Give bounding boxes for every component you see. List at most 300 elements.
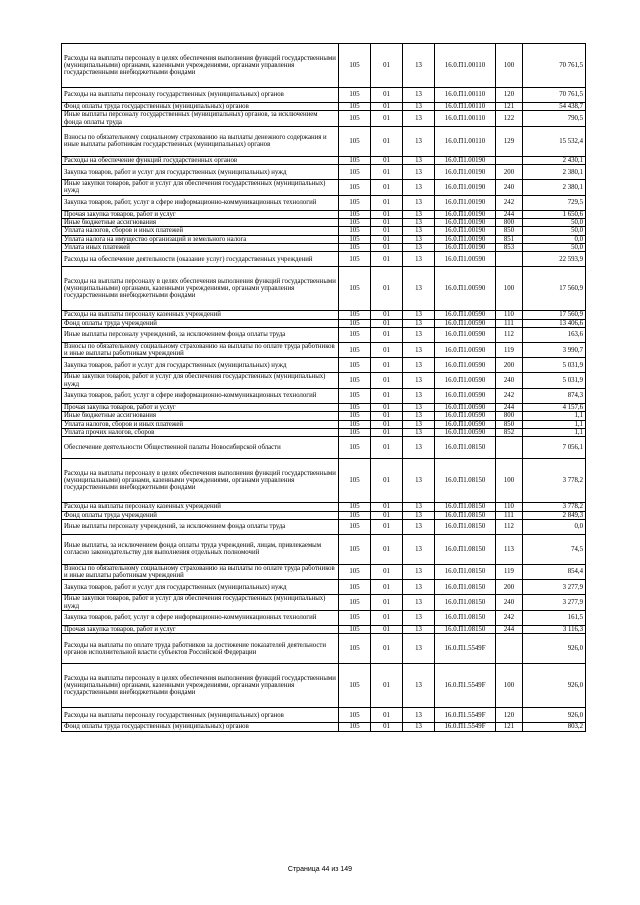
- page-footer: Страница 44 из 149: [287, 866, 353, 873]
- row-code-subsection: 13: [403, 534, 435, 564]
- row-code-target: 16.0.П1.08150: [435, 503, 496, 511]
- row-code-type: 244: [496, 210, 523, 218]
- budget-table-body: [62, 44, 586, 732]
- row-code-section: 01: [371, 311, 403, 319]
- row-amount: 15 532,4: [523, 126, 586, 156]
- row-code-section: 01: [371, 664, 403, 708]
- row-name: Уплата налога на имущество организаций и земельного налога: [62, 235, 339, 243]
- table-row: [62, 319, 586, 327]
- row-code-section: 01: [371, 437, 403, 459]
- row-name: Уплата прочих налогов, сборов: [62, 428, 339, 436]
- row-code-target: 16.0.П1.00110: [435, 44, 496, 88]
- row-code-type: 244: [496, 404, 523, 412]
- row-code-ministry: 105: [339, 412, 371, 420]
- row-name: Иные закупки товаров, работ и услуг для обеспечения государственных (муниципальных) нужд: [62, 180, 339, 196]
- table-row: [62, 428, 586, 436]
- row-name: Расходы на выплаты персоналу в целях обеспечения выполнения функций государственными (муниципальными) органами, казенными учреждениями, органами управления государственными внебюджетными фондами: [62, 267, 339, 311]
- row-code-ministry: 105: [339, 235, 371, 243]
- row-code-ministry: 105: [339, 389, 371, 404]
- row-amount: 17 560,9: [523, 311, 586, 319]
- table-row: [62, 195, 586, 210]
- row-code-type: 100: [496, 459, 523, 503]
- row-amount: 54 438,7: [523, 103, 586, 111]
- row-name: Закупка товаров, работ, услуг в сфере информационно-коммуникационных технологий: [62, 611, 339, 626]
- budget-table: [61, 43, 586, 732]
- table-row: [62, 227, 586, 235]
- row-code-target: 16.0.П1.08150: [435, 595, 496, 611]
- row-amount: 5 031,9: [523, 358, 586, 373]
- row-code-ministry: 105: [339, 243, 371, 251]
- table-row: [62, 534, 586, 564]
- row-code-section: 01: [371, 708, 403, 723]
- row-code-subsection: 13: [403, 227, 435, 235]
- row-code-target: 16.0.П1.00590: [435, 389, 496, 404]
- row-name: Взносы по обязательному социальному страхованию на выплаты денежного содержания и иные выплаты работникам государственных (муниципальных) органов: [62, 126, 339, 156]
- row-code-ministry: 105: [339, 428, 371, 436]
- row-name: Фонд оплаты труда государственных (муниципальных) органов: [62, 723, 339, 731]
- row-code-type: 851: [496, 235, 523, 243]
- table-row: [62, 664, 586, 708]
- row-code-section: 01: [371, 428, 403, 436]
- row-amount: 50,0: [523, 227, 586, 235]
- row-code-subsection: 13: [403, 311, 435, 319]
- table-row: [62, 389, 586, 404]
- row-name: Закупка товаров, работ, услуг в сфере информационно-коммуникационных технологий: [62, 389, 339, 404]
- row-code-type: 852: [496, 428, 523, 436]
- row-code-target: 16.0.П1.00190: [435, 210, 496, 218]
- row-code-subsection: 13: [403, 595, 435, 611]
- row-code-target: 16.0.П1.00190: [435, 156, 496, 164]
- row-code-target: 16.0.П1.00590: [435, 428, 496, 436]
- table-row: [62, 611, 586, 626]
- row-code-type: 112: [496, 519, 523, 534]
- row-code-section: 01: [371, 459, 403, 503]
- table-row: [62, 235, 586, 243]
- row-code-subsection: 13: [403, 243, 435, 251]
- row-code-target: 16.0.П1.08150: [435, 519, 496, 534]
- row-code-target: 16.0.П1.00110: [435, 88, 496, 103]
- row-code-target: 16.0.П1.5549F: [435, 708, 496, 723]
- row-code-ministry: 105: [339, 437, 371, 459]
- row-code-section: 01: [371, 373, 403, 389]
- row-name: Иные выплаты персоналу государственных (муниципальных) органов, за исключением фонда оплаты труда: [62, 111, 339, 127]
- row-code-type: 110: [496, 311, 523, 319]
- row-code-type: 242: [496, 389, 523, 404]
- row-amount: 874,3: [523, 389, 586, 404]
- row-code-target: 16.0.П1.08150: [435, 511, 496, 519]
- row-code-type: 850: [496, 420, 523, 428]
- row-code-target: 16.0.П1.00590: [435, 404, 496, 412]
- row-code-type: 122: [496, 111, 523, 127]
- row-code-ministry: 105: [339, 88, 371, 103]
- row-code-section: 01: [371, 103, 403, 111]
- row-code-ministry: 105: [339, 580, 371, 595]
- row-code-subsection: 13: [403, 319, 435, 327]
- row-code-section: 01: [371, 420, 403, 428]
- row-code-type: [496, 437, 523, 459]
- row-code-type: 242: [496, 611, 523, 626]
- row-name: Иные бюджетные ассигнования: [62, 219, 339, 227]
- row-code-target: 16.0.П1.5549F: [435, 664, 496, 708]
- row-name: Расходы на выплаты персоналу казенных учреждений: [62, 311, 339, 319]
- table-row: [62, 219, 586, 227]
- row-code-subsection: 13: [403, 358, 435, 373]
- row-code-subsection: 13: [403, 126, 435, 156]
- row-code-section: 01: [371, 564, 403, 580]
- row-name: Иные выплаты, за исключением фонда оплаты труда учреждений, лицам, привлекаемым согласно законодательству для выполнения отдельных полномочий: [62, 534, 339, 564]
- row-amount: 2 430,1: [523, 156, 586, 164]
- row-code-ministry: 105: [339, 219, 371, 227]
- row-name: Расходы на обеспечение деятельности (оказание услуг) государственных учреждений: [62, 252, 339, 267]
- row-code-target: 16.0.П1.00590: [435, 311, 496, 319]
- row-code-type: 200: [496, 165, 523, 180]
- row-code-subsection: 13: [403, 611, 435, 626]
- row-code-type: 240: [496, 180, 523, 196]
- row-code-target: 16.0.П1.08150: [435, 626, 496, 634]
- row-amount: 854,4: [523, 564, 586, 580]
- row-code-ministry: 105: [339, 342, 371, 358]
- row-amount: 17 560,9: [523, 267, 586, 311]
- table-row: [62, 88, 586, 103]
- row-code-ministry: 105: [339, 611, 371, 626]
- table-row: [62, 156, 586, 164]
- row-amount: 163,6: [523, 327, 586, 342]
- row-name: Прочая закупка товаров, работ и услуг: [62, 404, 339, 412]
- row-code-ministry: 105: [339, 459, 371, 503]
- row-amount: 926,0: [523, 634, 586, 664]
- row-code-target: 16.0.П1.00590: [435, 267, 496, 311]
- row-code-section: 01: [371, 126, 403, 156]
- table-row: [62, 459, 586, 503]
- row-code-ministry: 105: [339, 126, 371, 156]
- row-code-ministry: 105: [339, 311, 371, 319]
- row-code-section: 01: [371, 111, 403, 127]
- row-code-target: 16.0.П1.08150: [435, 437, 496, 459]
- row-code-target: 16.0.П1.5549F: [435, 634, 496, 664]
- row-code-type: 240: [496, 595, 523, 611]
- row-code-target: 16.0.П1.00110: [435, 111, 496, 127]
- row-code-subsection: 13: [403, 156, 435, 164]
- row-amount: 790,5: [523, 111, 586, 127]
- row-name: Закупка товаров, работ, услуг в сфере информационно-коммуникационных технологий: [62, 195, 339, 210]
- row-code-section: 01: [371, 358, 403, 373]
- table-row: [62, 210, 586, 218]
- row-code-ministry: 105: [339, 708, 371, 723]
- row-code-target: 16.0.П1.00590: [435, 327, 496, 342]
- row-code-section: 01: [371, 389, 403, 404]
- row-name: Иные закупки товаров, работ и услуг для обеспечения государственных (муниципальных) нужд: [62, 595, 339, 611]
- row-code-ministry: 105: [339, 252, 371, 267]
- row-name: Фонд оплаты труда учреждений: [62, 511, 339, 519]
- row-name: Закупка товаров, работ и услуг для государственных (муниципальных) нужд: [62, 358, 339, 373]
- row-code-ministry: 105: [339, 519, 371, 534]
- row-amount: 3 778,2: [523, 459, 586, 503]
- row-code-section: 01: [371, 165, 403, 180]
- table-row: [62, 103, 586, 111]
- row-code-target: 16.0.П1.08150: [435, 611, 496, 626]
- row-code-subsection: 13: [403, 180, 435, 196]
- row-name: Взносы по обязательному социальному страхованию на выплаты по оплате труда работников и иные выплаты работникам учреждений: [62, 342, 339, 358]
- row-code-target: 16.0.П1.00190: [435, 243, 496, 251]
- row-code-section: 01: [371, 503, 403, 511]
- row-code-target: 16.0.П1.00590: [435, 252, 496, 267]
- row-code-type: [496, 252, 523, 267]
- table-row: [62, 626, 586, 634]
- table-row: [62, 342, 586, 358]
- row-code-ministry: 105: [339, 634, 371, 664]
- row-code-type: 120: [496, 708, 523, 723]
- row-name: Расходы на выплаты персоналу в целях обеспечения выполнения функций государственными (муниципальными) органами, казенными учреждениями, органами управления государственными внебюджетными фондами: [62, 664, 339, 708]
- row-code-target: 16.0.П1.00190: [435, 219, 496, 227]
- row-code-type: 850: [496, 227, 523, 235]
- row-code-ministry: 105: [339, 195, 371, 210]
- row-code-section: 01: [371, 267, 403, 311]
- table-row: [62, 252, 586, 267]
- row-code-subsection: 13: [403, 708, 435, 723]
- row-name: Закупка товаров, работ и услуг для государственных (муниципальных) нужд: [62, 580, 339, 595]
- table-row: [62, 412, 586, 420]
- row-amount: 0,0: [523, 235, 586, 243]
- row-name: Фонд оплаты труда учреждений: [62, 319, 339, 327]
- row-code-target: 16.0.П1.00590: [435, 420, 496, 428]
- row-amount: 7 056,1: [523, 437, 586, 459]
- row-code-subsection: 13: [403, 723, 435, 731]
- row-code-type: 200: [496, 358, 523, 373]
- row-amount: 803,2: [523, 723, 586, 731]
- row-code-type: 240: [496, 373, 523, 389]
- table-row: [62, 44, 586, 88]
- row-code-target: 16.0.П1.08150: [435, 564, 496, 580]
- row-code-ministry: 105: [339, 358, 371, 373]
- row-code-target: 16.0.П1.00190: [435, 235, 496, 243]
- row-name: Расходы на выплаты персоналу в целях обеспечения выполнения функций государственными (муниципальными) органами, казенными учреждениями, органами управления государственными внебюджетными фондами: [62, 459, 339, 503]
- row-code-subsection: 13: [403, 103, 435, 111]
- row-code-section: 01: [371, 243, 403, 251]
- table-row: [62, 180, 586, 196]
- row-code-type: 121: [496, 723, 523, 731]
- row-amount: 0,0: [523, 519, 586, 534]
- row-name: Расходы на выплаты персоналу казенных учреждений: [62, 503, 339, 511]
- row-name: Прочая закупка товаров, работ и услуг: [62, 626, 339, 634]
- row-code-ministry: 105: [339, 227, 371, 235]
- row-code-subsection: 13: [403, 235, 435, 243]
- row-name: Фонд оплаты труда государственных (муниципальных) органов: [62, 103, 339, 111]
- row-code-section: 01: [371, 227, 403, 235]
- row-code-type: 100: [496, 664, 523, 708]
- table-row: [62, 564, 586, 580]
- row-code-ministry: 105: [339, 327, 371, 342]
- row-name: Прочая закупка товаров, работ и услуг: [62, 210, 339, 218]
- row-code-ministry: 105: [339, 420, 371, 428]
- row-name: Иные выплаты персоналу учреждений, за исключением фонда оплаты труда: [62, 327, 339, 342]
- row-code-subsection: 13: [403, 389, 435, 404]
- row-code-section: 01: [371, 210, 403, 218]
- row-code-section: 01: [371, 44, 403, 88]
- row-name: Расходы на выплаты персоналу в целях обеспечения выполнения функций государственными (муниципальными) органами, казенными учреждениями, органами управления государственными внебюджетными фондами: [62, 44, 339, 88]
- row-code-ministry: 105: [339, 723, 371, 731]
- row-code-target: 16.0.П1.00110: [435, 103, 496, 111]
- row-code-subsection: 13: [403, 327, 435, 342]
- table-row: [62, 404, 586, 412]
- row-code-subsection: 13: [403, 564, 435, 580]
- row-code-subsection: 13: [403, 88, 435, 103]
- row-code-target: 16.0.П1.00190: [435, 195, 496, 210]
- row-code-subsection: 13: [403, 252, 435, 267]
- row-name: Расходы на выплаты по оплате труда работников за достижение показателей деятельности органов исполнительной власти субъектов Российской Федерации: [62, 634, 339, 664]
- row-code-subsection: 13: [403, 634, 435, 664]
- row-code-target: 16.0.П1.00590: [435, 373, 496, 389]
- row-name: Обеспечение деятельности Общественной палаты Новосибирской области: [62, 437, 339, 459]
- row-code-subsection: 13: [403, 373, 435, 389]
- table-row: [62, 311, 586, 319]
- row-amount: 2 380,1: [523, 165, 586, 180]
- row-code-section: 01: [371, 342, 403, 358]
- row-amount: 3 778,2: [523, 503, 586, 511]
- row-name: Иные бюджетные ассигнования: [62, 412, 339, 420]
- row-code-section: 01: [371, 723, 403, 731]
- row-code-target: 16.0.П1.00590: [435, 358, 496, 373]
- row-code-section: 01: [371, 634, 403, 664]
- row-code-section: 01: [371, 580, 403, 595]
- row-code-type: 129: [496, 126, 523, 156]
- row-code-ministry: 105: [339, 180, 371, 196]
- row-amount: 3 277,9: [523, 595, 586, 611]
- row-code-subsection: 13: [403, 437, 435, 459]
- row-code-type: 111: [496, 319, 523, 327]
- row-code-ministry: 105: [339, 534, 371, 564]
- row-amount: 1 650,6: [523, 210, 586, 218]
- row-name: Расходы на выплаты персоналу государственных (муниципальных) органов: [62, 708, 339, 723]
- row-code-type: 853: [496, 243, 523, 251]
- row-name: Закупка товаров, работ и услуг для государственных (муниципальных) нужд: [62, 165, 339, 180]
- row-code-target: 16.0.П1.08150: [435, 459, 496, 503]
- row-code-subsection: 13: [403, 428, 435, 436]
- row-amount: 1,1: [523, 412, 586, 420]
- table-row: [62, 595, 586, 611]
- row-amount: 1,1: [523, 428, 586, 436]
- row-code-section: 01: [371, 404, 403, 412]
- row-amount: 3 277,9: [523, 580, 586, 595]
- row-code-subsection: 13: [403, 44, 435, 88]
- row-amount: 1,1: [523, 420, 586, 428]
- row-code-section: 01: [371, 235, 403, 243]
- row-code-section: 01: [371, 88, 403, 103]
- row-code-type: 100: [496, 44, 523, 88]
- row-code-section: 01: [371, 611, 403, 626]
- row-code-section: 01: [371, 511, 403, 519]
- row-code-type: 111: [496, 511, 523, 519]
- row-code-type: 100: [496, 267, 523, 311]
- table-row: [62, 358, 586, 373]
- row-code-ministry: 105: [339, 319, 371, 327]
- row-amount: 926,0: [523, 708, 586, 723]
- row-code-subsection: 13: [403, 626, 435, 634]
- table-row: [62, 267, 586, 311]
- row-code-type: 110: [496, 503, 523, 511]
- row-code-target: 16.0.П1.00590: [435, 342, 496, 358]
- row-amount: 2 849,3: [523, 511, 586, 519]
- row-code-subsection: 13: [403, 111, 435, 127]
- row-amount: 5 031,9: [523, 373, 586, 389]
- row-code-section: 01: [371, 319, 403, 327]
- row-code-subsection: 13: [403, 503, 435, 511]
- row-code-subsection: 13: [403, 511, 435, 519]
- row-code-ministry: 105: [339, 156, 371, 164]
- table-row: [62, 373, 586, 389]
- row-code-ministry: 105: [339, 404, 371, 412]
- row-name: Взносы по обязательному социальному страхованию на выплаты по оплате труда работников и иные выплаты работникам учреждений: [62, 564, 339, 580]
- table-row: [62, 723, 586, 731]
- table-row: [62, 420, 586, 428]
- row-code-ministry: 105: [339, 595, 371, 611]
- row-code-subsection: 13: [403, 580, 435, 595]
- table-row: [62, 243, 586, 251]
- row-amount: 70 761,5: [523, 44, 586, 88]
- row-amount: 729,5: [523, 195, 586, 210]
- row-code-type: 200: [496, 580, 523, 595]
- row-code-subsection: 13: [403, 165, 435, 180]
- row-code-target: 16.0.П1.08150: [435, 534, 496, 564]
- row-code-ministry: 105: [339, 267, 371, 311]
- row-code-section: 01: [371, 327, 403, 342]
- row-code-type: 121: [496, 103, 523, 111]
- row-name: Иные закупки товаров, работ и услуг для обеспечения государственных (муниципальных) нужд: [62, 373, 339, 389]
- row-name: Уплата налогов, сборов и иных платежей: [62, 420, 339, 428]
- row-name: Уплата налогов, сборов и иных платежей: [62, 227, 339, 235]
- row-code-section: 01: [371, 412, 403, 420]
- row-amount: 926,0: [523, 664, 586, 708]
- table-row: [62, 580, 586, 595]
- row-code-target: 16.0.П1.00190: [435, 227, 496, 235]
- row-code-section: 01: [371, 626, 403, 634]
- row-code-target: 16.0.П1.5549F: [435, 723, 496, 731]
- row-code-section: 01: [371, 534, 403, 564]
- row-code-target: 16.0.П1.00190: [435, 180, 496, 196]
- row-code-target: 16.0.П1.08150: [435, 580, 496, 595]
- row-code-subsection: 13: [403, 404, 435, 412]
- row-code-subsection: 13: [403, 519, 435, 534]
- row-code-type: 800: [496, 219, 523, 227]
- row-code-type: 800: [496, 412, 523, 420]
- table-row: [62, 519, 586, 534]
- row-amount: 3 116,3: [523, 626, 586, 634]
- row-code-subsection: 13: [403, 412, 435, 420]
- row-code-section: 01: [371, 195, 403, 210]
- table-row: [62, 165, 586, 180]
- row-code-type: 113: [496, 534, 523, 564]
- row-code-type: 242: [496, 195, 523, 210]
- row-name: Расходы на обеспечение функций государственных органов: [62, 156, 339, 164]
- row-name: Уплата иных платежей: [62, 243, 339, 251]
- row-code-target: 16.0.П1.00110: [435, 126, 496, 156]
- row-code-section: 01: [371, 156, 403, 164]
- table-row: [62, 511, 586, 519]
- row-code-type: 120: [496, 88, 523, 103]
- row-amount: 13 406,6: [523, 319, 586, 327]
- row-code-subsection: 13: [403, 342, 435, 358]
- row-code-ministry: 105: [339, 103, 371, 111]
- row-code-target: 16.0.П1.00590: [435, 412, 496, 420]
- row-amount: 50,0: [523, 243, 586, 251]
- row-code-ministry: 105: [339, 664, 371, 708]
- row-code-ministry: 105: [339, 626, 371, 634]
- row-code-type: 119: [496, 564, 523, 580]
- row-amount: 2 380,1: [523, 180, 586, 196]
- row-code-subsection: 13: [403, 420, 435, 428]
- row-code-type: [496, 156, 523, 164]
- row-code-ministry: 105: [339, 111, 371, 127]
- row-code-subsection: 13: [403, 267, 435, 311]
